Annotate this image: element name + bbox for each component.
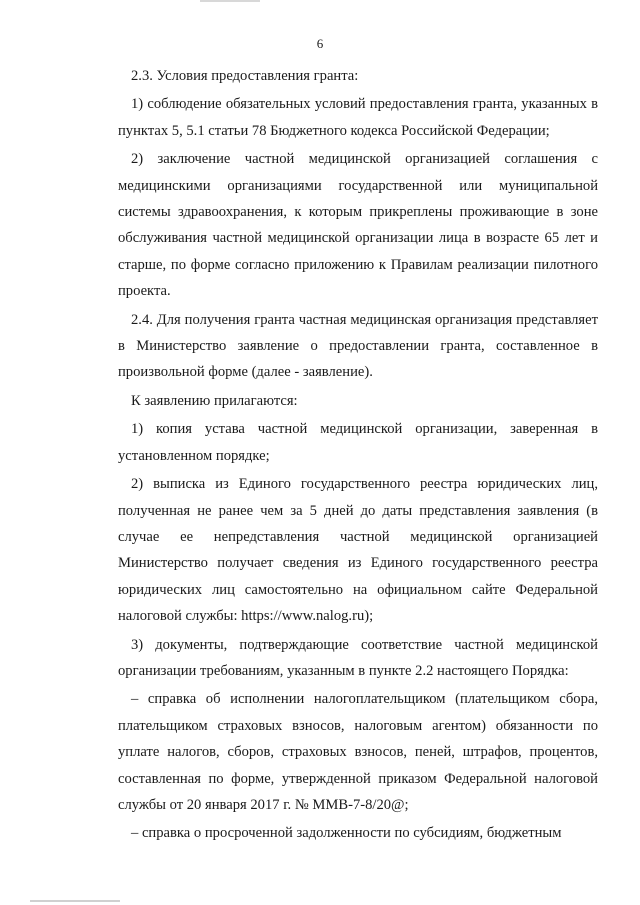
document-body (118, 63, 598, 847)
section-heading-2-3: 2.3. Условия предоставления гранта: (131, 68, 359, 84)
page-number: 6 (316, 36, 324, 51)
paragraph-tax-certificate: – справка об исполнении налогоплательщиком (плательщиком сбора, плательщиком страховых взносов, налоговым агентом) обязанности по уплате налогов, сборов, страховых взносов, пеней, штрафов, процентов, составленная по форме, утвержденной приказом Федеральной налоговой службы от 20 января 2017 г. № ММВ-7-8/20@; (118, 691, 598, 813)
scan-artifact-top (200, 0, 260, 2)
scan-artifact-bottom (30, 900, 120, 902)
paragraph-condition-1: 1) соблюдение обязательных условий предоставления гранта, указанных в пунктах 5, 5.1 статьи 78 Бюджетного кодекса Российской Федерации; (118, 96, 598, 139)
paragraph-attachment-2: 2) выписка из Единого государственного реестра юридических лиц, полученная не ранее чем за 5 дней до даты представления заявления (в случае ее непредставления частной медицинской организацией Министерство получает сведения из Единого государственного реестра юридических лиц самостоятельно на официальном сайте Федеральной налоговой службы: https://www.nalog.ru); (118, 476, 598, 625)
paragraph-attachments-intro: К заявлению прилагаются: (131, 392, 298, 409)
paragraph-attachment-3: 3) документы, подтверждающие соответствие частной медицинской организации требованиям, указанным в пункте 2.2 настоящего Порядка: (118, 636, 598, 679)
paragraph-condition-2: 2) заключение частной медицинской организацией соглашения с медицинскими организациями государственной или муниципальной системы здравоохранения, к которым прикреплены проживающие в зоне обслуживания частной медицинской организации лица в возрасте 65 лет и старше, по форме согласно приложению к Правилам реализации пилотного проекта. (118, 151, 598, 300)
paragraph-section-2-4: 2.4. Для получения гранта частная медицинская организация представляет в Министерство заявление о предоставлении гранта, составленное в произвольной форме (далее - заявление). (118, 311, 598, 381)
paragraph-overdue-debt: – справка о просроченной задолженности по субсидиям, бюджетным (131, 825, 562, 842)
paragraph-attachment-1: 1) копия устава частной медицинской организации, заверенная в установленном порядке; (118, 421, 598, 464)
